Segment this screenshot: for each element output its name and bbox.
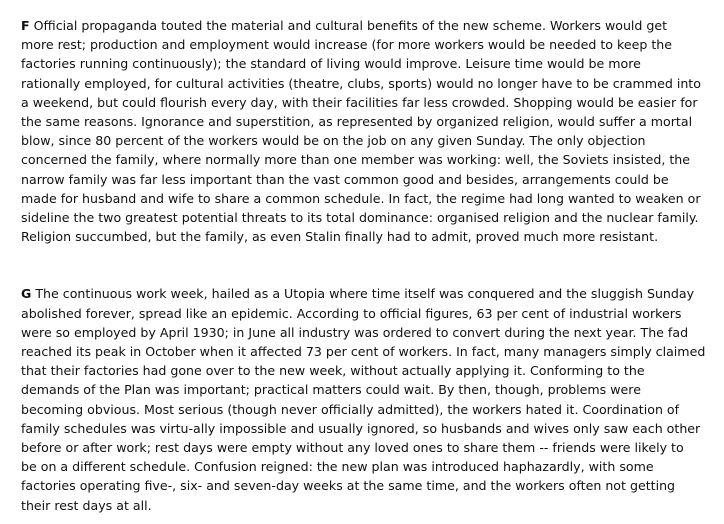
paragraph-g [21, 284, 711, 514]
paragraph-line: rationally employed, for cultural activities (theatre, clubs, sports) would no longer have to be crammed into [21, 75, 701, 91]
paragraph-line: abolished forever, spread like an epidemic. According to official figures, 63 per cent of industrial workers [21, 305, 682, 321]
paragraph-line: sideline the two greatest potential threats to its total dominance: organised religion and the nuclear family. [21, 210, 699, 226]
paragraph-text: Official propaganda touted the material and cultural benefits of the new scheme. Workers would get [29, 18, 668, 33]
paragraph-line: becoming obvious. Most serious (though never officially admitted), the workers hated it. Coordination of [21, 401, 680, 417]
paragraph-line: a weekend, but could flourish every day, with their facilities far less crowded. Shopping would be easier for [21, 94, 698, 110]
paragraph-line: were so employed by April 1930; in June all industry was ordered to convert during the next year. The fad [21, 324, 689, 340]
paragraph-line: reached its peak in October when it affected 73 per cent of workers. In fact, many managers simply claimed [21, 344, 706, 360]
paragraph-line: before or after work; rest days were empty without any loved ones to share them -- friends were likely to [21, 440, 684, 456]
paragraph-line [21, 284, 711, 303]
paragraph-line: blow, since 80 percent of the workers would be on the job on any given Sunday. The only objection [21, 133, 646, 149]
paragraph-line: be on a different schedule. Confusion reigned: the new plan was introduced haphazardly, with some [21, 459, 654, 475]
paragraph-line: concerned the family, where normally more than one member was working: well, the Soviets insisted, the [21, 152, 691, 168]
paragraph-f [21, 16, 711, 246]
paragraph-line: family schedules was virtu-ally impossible and usually ignored, so husbands and wives only saw each other [21, 420, 701, 436]
paragraph-line: factories operating five-, six- and seven-day weeks at the same time, and the workers often not getting [21, 478, 676, 494]
paragraph-line: the same reasons. Ignorance and superstition, as represented by organized religion, would suffer a mortal [21, 114, 693, 130]
paragraph-label: G [21, 286, 32, 302]
paragraph-line: factories running continuously); the standard of living would improve. Leisure time would be more [21, 56, 641, 72]
paragraph-line: narrow family was far less important than the vast common good and besides, arrangements could be [21, 171, 669, 187]
paragraph-line: more rest; production and employment would increase (for more workers would be needed to keep the [21, 37, 672, 53]
document-body [21, 16, 711, 515]
paragraph-label: F [21, 18, 30, 33]
paragraph-line: Religion succumbed, but the family, as even Stalin finally had to admit, proved much more resistant. [21, 229, 659, 245]
paragraph-line: that their factories had gone over to the new week, without actually applying it. Conforming to the [21, 363, 645, 379]
paragraph-line [21, 16, 711, 35]
paragraph-line: demands of the Plan was important; practical matters could wait. By then, though, problems were [21, 382, 641, 398]
paragraph-text: The continuous work week, hailed as a Utopia where time itself was conquered and the sluggish Sunday [31, 286, 695, 302]
paragraph-line: their rest days at all. [21, 497, 152, 513]
paragraph-line: made for husband and wife to share a common schedule. In fact, the regime had long wanted to weaken or [21, 190, 701, 206]
